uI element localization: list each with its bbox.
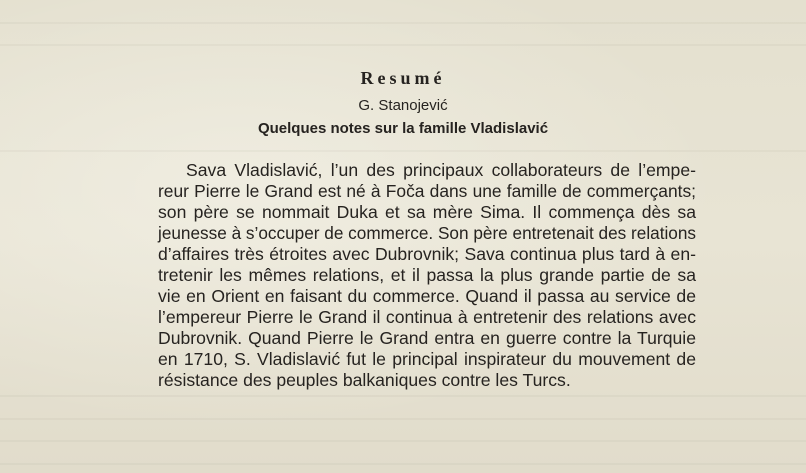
- paragraph-line: son père se nommait Duka et sa mère Sima. Il commença dès sa: [158, 202, 696, 222]
- bleed-through-line: [0, 22, 806, 24]
- paragraph-line: Dubrovnik. Quand Pierre le Grand entra en guerre contre la Turquie: [158, 328, 696, 348]
- paragraph-line: d’affaires très étroites avec Dubrovnik; Sava continua plus tard à en-: [158, 244, 696, 264]
- paragraph-line: jeunesse à s’occuper de commerce. Son père entretenait des relations: [158, 223, 696, 243]
- bleed-through-line: [0, 44, 806, 46]
- paragraph-line: résistance des peuples balkaniques contre les Turcs.: [158, 370, 571, 390]
- bleed-through-line: [0, 440, 806, 442]
- bleed-through-line: [0, 418, 806, 420]
- article-subtitle: Quelques notes sur la famille Vladislavić: [257, 120, 549, 137]
- paragraph-line: en 1710, S. Vladislavić fut le principal inspirateur du mouvement de: [158, 349, 696, 369]
- bleed-through-line: [0, 150, 806, 152]
- paragraph-line: tretenir les mêmes relations, et il passa la plus grande partie de sa: [158, 265, 696, 285]
- paragraph-line: vie en Orient en faisant du commerce. Quand il passa au service de: [158, 286, 696, 306]
- paragraph-line: l’empereur Pierre le Grand il continua à entretenir des relations avec: [158, 307, 696, 327]
- section-title: Resumé: [360, 68, 446, 88]
- resume-paragraph: [158, 160, 696, 391]
- bleed-through-line: [0, 463, 806, 465]
- paragraph-line: reur Pierre le Grand est né à Foča dans une famille de commerçants;: [158, 181, 696, 201]
- paragraph-line: Sava Vladislavić, l’un des principaux collaborateurs de l’empe-: [186, 160, 696, 180]
- author-name: G. Stanojević: [358, 97, 448, 114]
- bleed-through-line: [0, 395, 806, 397]
